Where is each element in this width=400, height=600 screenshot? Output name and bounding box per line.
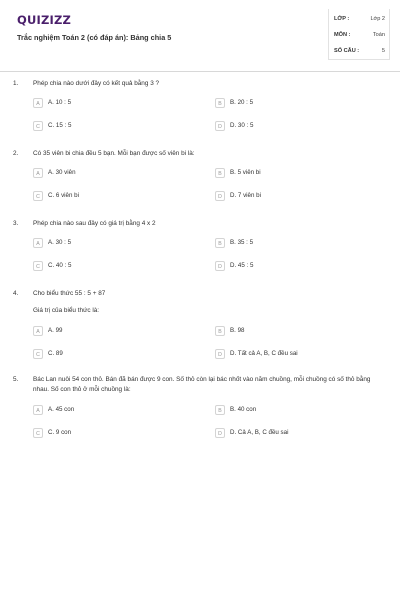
option-letter-box: D bbox=[215, 261, 225, 271]
option-text: C. 6 viên bi bbox=[48, 192, 79, 199]
info-value: 5 bbox=[381, 48, 385, 54]
option-letter-box: B bbox=[215, 98, 225, 108]
option-text: B. 20 : 5 bbox=[230, 99, 254, 106]
option-text: C. 40 : 5 bbox=[48, 262, 72, 269]
option-letter-box: C bbox=[33, 121, 43, 131]
question-number: 1. bbox=[13, 80, 19, 87]
info-row-subject bbox=[334, 32, 385, 42]
question-number: 3. bbox=[13, 220, 19, 227]
option-letter-box: D bbox=[215, 428, 225, 438]
option-text: C. 15 : 5 bbox=[48, 122, 72, 129]
info-value: Toán bbox=[372, 32, 385, 38]
info-value: Lớp 2 bbox=[370, 16, 385, 22]
option-letter-box: B bbox=[215, 405, 225, 415]
option-letter-box: B bbox=[215, 168, 225, 178]
option-letter-box: A bbox=[33, 326, 43, 336]
option-letter-box: C bbox=[33, 349, 43, 359]
quiz-title: Trắc nghiệm Toán 2 (có đáp án): Bảng chia 5 bbox=[17, 33, 172, 42]
option-letter-box: A bbox=[33, 168, 43, 178]
option-letter-box: D bbox=[215, 349, 225, 359]
option-text: A. 45 con bbox=[48, 406, 75, 413]
question-subtext: Giá trị của biểu thức là: bbox=[33, 307, 100, 314]
option-text: D. 45 : 5 bbox=[230, 262, 254, 269]
option-letter-box: C bbox=[33, 428, 43, 438]
option-text: D. Tất cả A, B, C đều sai bbox=[230, 350, 298, 357]
option-text: B. 40 con bbox=[230, 406, 257, 413]
option-text: B. 98 bbox=[230, 327, 245, 334]
option-letter-box: C bbox=[33, 191, 43, 201]
option-text: A. 30 : 5 bbox=[48, 239, 72, 246]
info-row-class bbox=[334, 16, 385, 26]
question-text: Bác Lan nuôi 54 con thỏ. Bán đã bán được 9 con. Số thỏ còn lại bác nhốt vào năm chuồng, mỗi chuồng có số thỏ bằng nhau. Số con thỏ ở mỗi chuồng là: bbox=[33, 376, 371, 393]
option-letter-box: B bbox=[215, 326, 225, 336]
option-letter-box: C bbox=[33, 261, 43, 271]
option-text: C. 89 bbox=[48, 350, 63, 357]
option-letter-box: B bbox=[215, 238, 225, 248]
info-label: LỚP : bbox=[334, 16, 350, 22]
option-text: D. 30 : 5 bbox=[230, 122, 254, 129]
question-text: Có 35 viên bi chia đều 5 bạn. Mỗi bạn được số viên bi là: bbox=[33, 150, 195, 157]
option-text: B. 35 : 5 bbox=[230, 239, 254, 246]
option-letter-box: D bbox=[215, 191, 225, 201]
option-text: A. 30 viên bbox=[48, 169, 76, 176]
option-text: A. 10 : 5 bbox=[48, 99, 72, 106]
question-number: 4. bbox=[13, 290, 19, 297]
question-number: 5. bbox=[13, 376, 19, 383]
option-text: B. 5 viên bi bbox=[230, 169, 261, 176]
question-number: 2. bbox=[13, 150, 19, 157]
quiz-header bbox=[0, 0, 400, 74]
info-label: MÔN : bbox=[334, 32, 351, 38]
option-text: D. Cả A, B, C đều sai bbox=[230, 429, 289, 436]
option-text: D. 7 viên bi bbox=[230, 192, 261, 199]
question-text: Phép chia nào dưới đây có kết quả bằng 3 ? bbox=[33, 80, 160, 87]
option-letter-box: D bbox=[215, 121, 225, 131]
info-row-question-count bbox=[334, 48, 385, 58]
question-text: Cho biểu thức 55 : 5 + 87 bbox=[33, 290, 106, 297]
option-letter-box: A bbox=[33, 405, 43, 415]
option-text: C. 9 con bbox=[48, 429, 72, 436]
quiz-info-box bbox=[328, 9, 390, 60]
option-letter-box: A bbox=[33, 98, 43, 108]
header-divider bbox=[0, 71, 400, 72]
option-letter-box: A bbox=[33, 238, 43, 248]
quizizz-logo[interactable]: QUIZIZZ bbox=[17, 13, 72, 27]
info-label: SỐ CÂU : bbox=[334, 48, 360, 54]
question-text: Phép chia nào sau đây có giá trị bằng 4 x 2 bbox=[33, 220, 156, 227]
option-text: A. 99 bbox=[48, 327, 63, 334]
